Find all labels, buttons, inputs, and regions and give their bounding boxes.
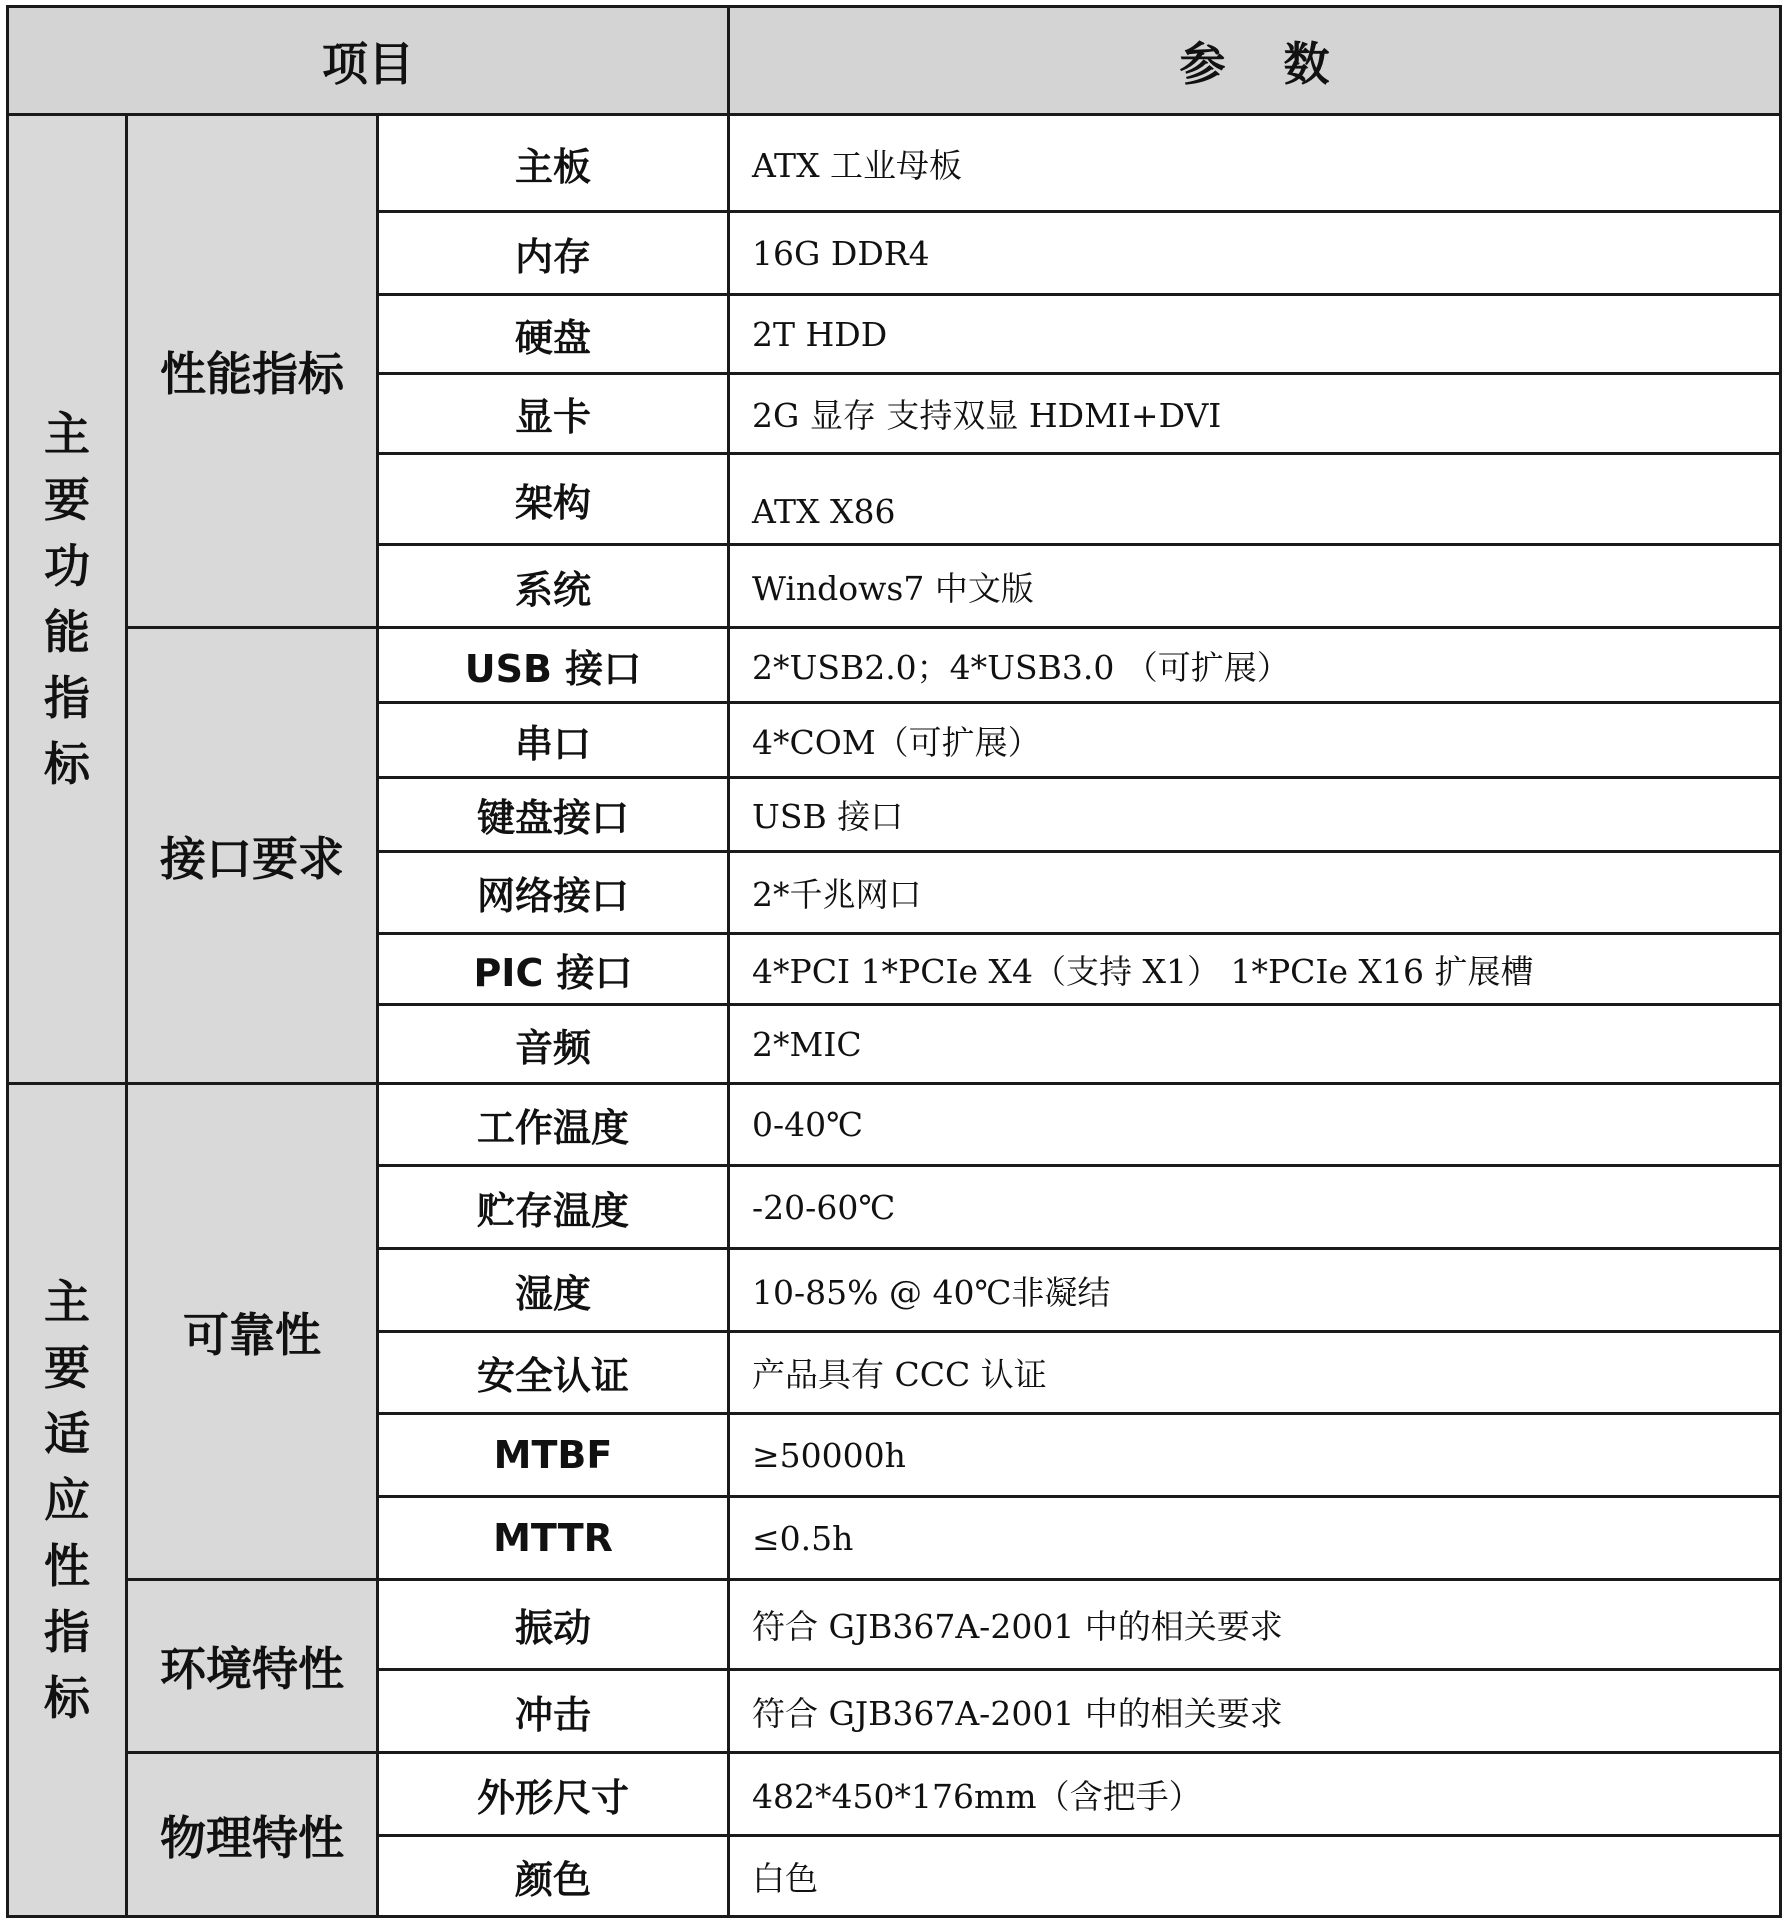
row-item: 显卡 bbox=[378, 374, 729, 454]
row-value: ≥50000h bbox=[729, 1414, 1781, 1497]
subgroup-performance: 性能指标 bbox=[127, 115, 378, 628]
spec-table bbox=[6, 5, 1782, 1918]
row-value: 2*千兆网口 bbox=[729, 852, 1781, 934]
row-item: 键盘接口 bbox=[378, 778, 729, 852]
table-row bbox=[8, 1580, 1781, 1670]
row-value: 4*PCI 1*PCIe X4（支持 X1） 1*PCIe X16 扩展槽 bbox=[729, 934, 1781, 1005]
row-item: 振动 bbox=[378, 1580, 729, 1670]
row-item: 网络接口 bbox=[378, 852, 729, 934]
header-params: 参数 bbox=[729, 7, 1781, 115]
row-value: 16G DDR4 bbox=[729, 212, 1781, 295]
row-item: 冲击 bbox=[378, 1670, 729, 1753]
row-item: MTBF bbox=[378, 1414, 729, 1497]
row-item: 颜色 bbox=[378, 1836, 729, 1917]
group-main-function: 主 要 功 能 指 标 bbox=[8, 115, 127, 1084]
row-value: ≤0.5h bbox=[729, 1497, 1781, 1580]
header-row bbox=[8, 7, 1781, 115]
row-value: 2*MIC bbox=[729, 1005, 1781, 1084]
row-item: 内存 bbox=[378, 212, 729, 295]
row-item: 外形尺寸 bbox=[378, 1753, 729, 1836]
row-value: 0-40℃ bbox=[729, 1084, 1781, 1166]
row-item: 硬盘 bbox=[378, 295, 729, 374]
row-value: 2T HDD bbox=[729, 295, 1781, 374]
row-value: Windows7 中文版 bbox=[729, 545, 1781, 628]
row-item: 贮存温度 bbox=[378, 1166, 729, 1249]
group-main-adaptability: 主 要 适 应 性 指 标 bbox=[8, 1084, 127, 1917]
row-item: 架构 bbox=[378, 454, 729, 545]
row-value: ATX 工业母板 bbox=[729, 115, 1781, 212]
row-value: USB 接口 bbox=[729, 778, 1781, 852]
row-value: ATX X86 bbox=[729, 454, 1781, 545]
row-item: 湿度 bbox=[378, 1249, 729, 1332]
row-value: -20-60℃ bbox=[729, 1166, 1781, 1249]
table-row bbox=[8, 1753, 1781, 1836]
row-item: 音频 bbox=[378, 1005, 729, 1084]
row-value: 10-85% @ 40℃非凝结 bbox=[729, 1249, 1781, 1332]
row-value: 2*USB2.0；4*USB3.0 （可扩展） bbox=[729, 628, 1781, 703]
row-item: PIC 接口 bbox=[378, 934, 729, 1005]
row-value: 白色 bbox=[729, 1836, 1781, 1917]
subgroup-interface: 接口要求 bbox=[127, 628, 378, 1084]
row-value: 符合 GJB367A-2001 中的相关要求 bbox=[729, 1670, 1781, 1753]
row-value: 符合 GJB367A-2001 中的相关要求 bbox=[729, 1580, 1781, 1670]
row-item: 串口 bbox=[378, 703, 729, 778]
subgroup-reliability: 可靠性 bbox=[127, 1084, 378, 1580]
subgroup-physical: 物理特性 bbox=[127, 1753, 378, 1917]
row-item: 系统 bbox=[378, 545, 729, 628]
table-row bbox=[8, 628, 1781, 703]
row-value: 4*COM（可扩展） bbox=[729, 703, 1781, 778]
row-value: 2G 显存 支持双显 HDMI+DVI bbox=[729, 374, 1781, 454]
row-item: MTTR bbox=[378, 1497, 729, 1580]
row-value: 产品具有 CCC 认证 bbox=[729, 1332, 1781, 1414]
row-value: 482*450*176mm（含把手） bbox=[729, 1753, 1781, 1836]
subgroup-environment: 环境特性 bbox=[127, 1580, 378, 1753]
row-item: 工作温度 bbox=[378, 1084, 729, 1166]
header-item: 项目 bbox=[8, 7, 729, 115]
table-row bbox=[8, 115, 1781, 212]
table-row bbox=[8, 1084, 1781, 1166]
row-item: 安全认证 bbox=[378, 1332, 729, 1414]
row-item: 主板 bbox=[378, 115, 729, 212]
row-item: USB 接口 bbox=[378, 628, 729, 703]
